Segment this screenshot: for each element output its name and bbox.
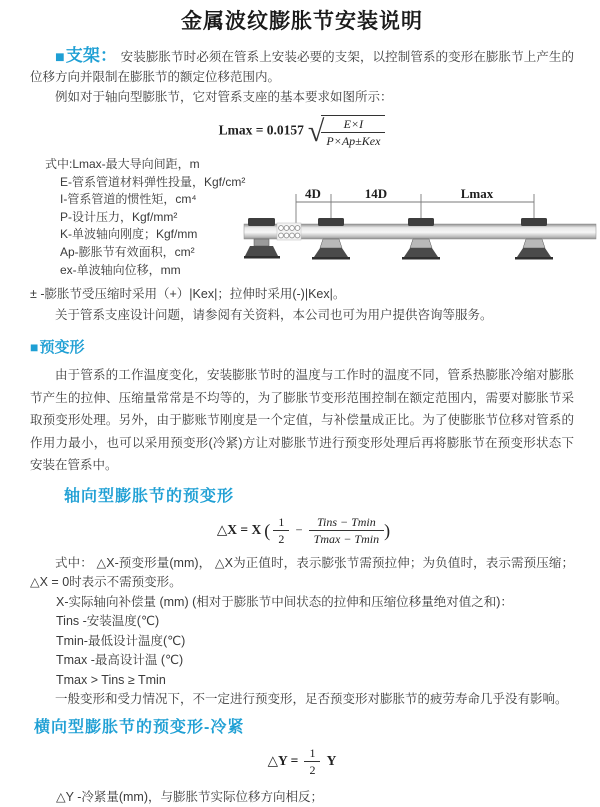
kex-sign-note: ± -膨胀节受压缩时采用（+）|Kex|；拉伸时采用(-)|Kex|。: [30, 287, 346, 301]
pipe-main: [299, 224, 596, 239]
pre-deform-section-heading: [30, 337, 574, 358]
one-half-fraction: [304, 746, 320, 777]
lateral-subheading: 横向型膨胀节的预变形-冷紧: [34, 718, 245, 736]
temp-inequality: Tmax > Tins ≥ Tmin: [56, 672, 166, 687]
variable-line: I-管系管道的惯性矩，cm⁴: [60, 192, 197, 207]
variable-line: E-管系管道材料弹性投量，Kgf/cm²: [60, 174, 246, 189]
pipe-support-diagram: [244, 182, 596, 274]
support-heading: 支架：: [65, 46, 118, 65]
axial-subheading: 轴向型膨胀节的预变形: [64, 487, 235, 505]
temp-denominator: Tmax − Tmin: [313, 531, 380, 546]
variable-line: K-单波轴向刚度；Kgf/mm: [60, 227, 198, 242]
pre-deform-paragraph: 由于管系的工作温度变化，安装膨胀节时的温度与工作时的温度不同，管系热膨胀冷缩对膨胀节产生的拉伸、压缩量常常是不均等的，为了膨胀节变形范围控制在额定范围内，需要对膨胀节采取预变形处理。另外，由于膨账节刚度是一个定值，与补偿量成正比。为了使膨胀节位移对管系的作用力最小，也可以采用预变形(冷紧)方让对膨胀节进行预变形处理后再将膨胀节在预变形状态下安装在管系中。: [30, 368, 574, 472]
half-numerator: 1: [273, 515, 289, 531]
cold-pull-note: △Y -冷紧量(mm)，与膨胀节实际位移方向相反；: [56, 789, 324, 804]
x-definition: X-实际轴向补偿量 (mm) (相对于膨胀节中间状态的拉伸和压缩位移量绝对值之和)：: [56, 594, 513, 609]
support-intro-text: 安装膨胀节时必须在管系上安装必要的支架，以控制管系的变形在膨胀节上产生的位移方向并限制在膨胀节的额定位移范围内。: [30, 50, 574, 84]
variable-line: 式中:Lmax-最大导向间距，m: [45, 157, 200, 171]
half-denominator: 2: [278, 531, 285, 546]
half-denominator: 2: [309, 762, 316, 777]
blue-square-icon: ■: [55, 49, 65, 66]
close-paren: ): [384, 520, 391, 540]
formula-denominator: P×Ap±Kex: [326, 134, 381, 148]
pipe-stub: [244, 224, 278, 239]
lateral-formula-rhs: Y: [326, 753, 337, 768]
dim-label-lmax: Lmax: [460, 186, 494, 201]
temp-line: Tmax -最高设计温 (℃): [56, 653, 184, 667]
support-section-label: [55, 46, 117, 65]
open-paren: (: [264, 520, 271, 540]
bellows-icon: [277, 223, 301, 240]
formula-lhs: Lmax = 0.0157: [218, 122, 304, 138]
variables-and-diagram: [30, 156, 574, 284]
variable-line: P-设计压力，Kgf/mm²: [60, 209, 178, 224]
axial-predeform-formula: [30, 515, 574, 546]
half-numerator: 1: [304, 746, 320, 762]
minus-sign: −: [295, 523, 303, 537]
dim-label-4d: 4D: [305, 186, 321, 201]
lateral-coldpull-formula: [30, 746, 574, 777]
page-title: 金属波纹膨胀节安装说明: [181, 10, 423, 33]
lateral-formula-lhs: △Y =: [267, 753, 299, 768]
variable-line: Ap-膨胀节有效面积，cm²: [60, 244, 195, 259]
guide-spacing-formula: [30, 115, 574, 148]
formula-numerator: E×I: [321, 117, 385, 133]
temp-line: Tins -安装温度(℃): [56, 614, 160, 628]
one-half-fraction: [273, 515, 289, 546]
support-intro-paragraph: [30, 46, 574, 87]
sqrt-symbol: √: [307, 114, 325, 148]
blue-square-icon: ■: [30, 339, 39, 355]
temp-line: Tmin-最低设计温度(℃): [56, 633, 186, 648]
sqrt-overline: [321, 115, 385, 148]
formula-fraction: [321, 117, 385, 148]
example-line: 例如对于轴向型膨胀节，它对管系支座的基本要求如图所示：: [55, 90, 393, 104]
temp-ratio-fraction: [309, 515, 384, 546]
pre-deform-heading-text: 预变形: [39, 339, 85, 356]
fatigue-remark: 一般变形和受力情况下，不一定进行预变形，足否预变形对膨胀节的疲劳寿命几乎没有影响。: [55, 692, 568, 706]
dim-label-14d: 14D: [364, 186, 388, 201]
temp-numerator: Tins − Tmin: [309, 515, 384, 531]
axial-note: 式中： △X-预变形量(mm)， △X为正值时，表示膨张节需预拉伸；为负值时，表示需预压缩； △X = 0时表示不需预变形。: [30, 555, 574, 589]
consulting-note: 关于管系支座设计问题，请参阅有关资料，本公司也可为用户提供咨询等服务。: [55, 307, 493, 322]
axial-notes: [30, 554, 574, 710]
variable-line: ex-单波轴向位移，mm: [60, 262, 181, 277]
axial-formula-lhs: △X = X: [216, 522, 262, 537]
